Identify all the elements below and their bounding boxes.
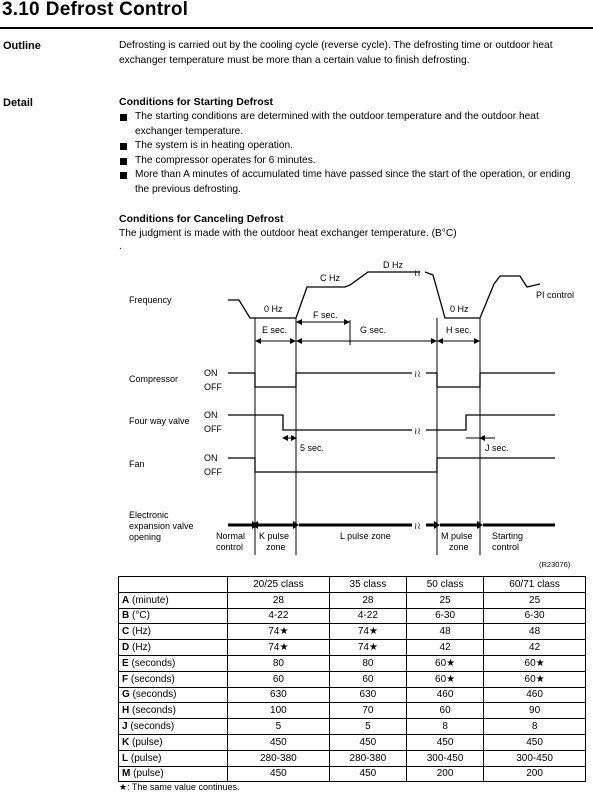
table-cell: 450 <box>228 766 330 782</box>
table-cell: 300-450 <box>484 750 586 766</box>
freq-label-d: D Hz <box>383 260 403 270</box>
bullet-icon <box>120 172 127 179</box>
table-header: 35 class <box>329 577 406 593</box>
table-cell: 450 <box>329 734 406 750</box>
stray-dot: . <box>119 241 122 252</box>
table-row <box>119 687 586 703</box>
list-item: The compressor operates for 6 minutes. <box>119 154 585 169</box>
table-cell: 630 <box>228 687 330 703</box>
row-label: C (Hz) <box>119 624 228 640</box>
table-row <box>119 750 586 766</box>
delay-label-j: J sec. <box>485 443 509 453</box>
table-cell: 48 <box>484 624 586 640</box>
table-row <box>119 766 586 782</box>
table-cell: 460 <box>406 687 483 703</box>
eev-label-3: opening <box>129 532 162 542</box>
table-cell: 60 <box>329 671 406 687</box>
row-label: J (seconds) <box>119 719 228 735</box>
table-cell: 280-380 <box>329 750 406 766</box>
time-label-f: F sec. <box>313 310 338 320</box>
table-cell: 80 <box>329 655 406 671</box>
delay-label-5sec: 5 sec. <box>300 443 325 453</box>
start-heading: Conditions for Starting Defrost <box>119 96 273 108</box>
table-row <box>119 640 586 656</box>
page-title <box>2 0 188 21</box>
start-conditions-list <box>119 110 585 197</box>
time-label-h: H sec. <box>446 325 472 335</box>
row-label: K (pulse) <box>119 734 228 750</box>
list-item: More than A minutes of accumulated time have passed since the start of the operation, or ending the previous defrosting. <box>119 168 585 197</box>
table-cell: 5 <box>329 719 406 735</box>
table-header: 60/71 class <box>484 577 586 593</box>
table-cell: 450 <box>228 734 330 750</box>
fourway-on-label: ON <box>204 410 218 420</box>
table-row <box>119 734 586 750</box>
table-header-row <box>119 577 586 593</box>
table-cell: 74★ <box>329 624 406 640</box>
table-cell: 74★ <box>329 640 406 656</box>
time-label-g: G sec. <box>360 325 387 335</box>
zone-start-2: control <box>492 542 520 552</box>
table-cell: 60★ <box>484 655 586 671</box>
compressor-off-label: OFF <box>204 382 222 392</box>
freq-label-zero-1: 0 Hz <box>264 304 283 314</box>
break-icon: ≀≀ <box>414 521 421 531</box>
fourway-off-label: OFF <box>204 424 222 434</box>
table-cell: 80 <box>228 655 330 671</box>
outline-text: Defrosting is carried out by the cooling cycle (reverse cycle). The defrosting time or outdoor heat exchanger temperature must be more than a certain value to finish defrosting. <box>119 40 553 66</box>
table-header: 50 class <box>406 577 483 593</box>
break-icon: ≀≀ <box>414 268 421 278</box>
cancel-heading: Conditions for Canceling Defrost <box>119 213 284 225</box>
row-label: E (seconds) <box>119 655 228 671</box>
table-cell: 4-22 <box>228 608 330 624</box>
table-cell: 70 <box>329 703 406 719</box>
table-cell: 450 <box>329 766 406 782</box>
table-cell: 6-30 <box>484 608 586 624</box>
table-cell: 60★ <box>484 671 586 687</box>
table-cell: 200 <box>406 766 483 782</box>
table-footnote: ★: The same value continues. <box>119 782 240 792</box>
zone-normal-2: control <box>216 542 244 552</box>
fan-label: Fan <box>129 459 145 469</box>
fan-off-label: OFF <box>204 467 222 477</box>
table-row <box>119 592 586 608</box>
table-cell: 6-30 <box>406 608 483 624</box>
table-cell: 74★ <box>228 624 330 640</box>
figure-code: (R23076) <box>539 560 571 569</box>
fan-on-label: ON <box>204 453 218 463</box>
detail-label: Detail <box>3 97 33 109</box>
table-cell: 450 <box>484 734 586 750</box>
table-row <box>119 608 586 624</box>
section-number: 3.10 <box>2 0 40 20</box>
four-way-label: Four way valve <box>129 416 190 426</box>
freq-label-pi: PI control <box>536 290 575 300</box>
frequency-label: Frequency <box>129 295 172 305</box>
table-header <box>119 577 228 593</box>
compressor-label: Compressor <box>129 374 179 384</box>
freq-label-c: C Hz <box>320 273 340 283</box>
table-cell: 450 <box>406 734 483 750</box>
zone-start-1: Starting <box>492 531 524 541</box>
table-cell: 60★ <box>406 655 483 671</box>
list-item: The starting conditions are determined with the outdoor temperature and the outdoor heat exchanger temperature. <box>119 110 585 139</box>
zone-l: L pulse zone <box>340 531 391 541</box>
table-cell: 5 <box>228 719 330 735</box>
outline-label: Outline <box>3 40 41 52</box>
table-cell: 60 <box>228 671 330 687</box>
table-cell: 630 <box>329 687 406 703</box>
bullet-icon <box>120 114 127 121</box>
row-label: A (minute) <box>119 592 228 608</box>
table-cell: 100 <box>228 703 330 719</box>
table-cell: 25 <box>484 592 586 608</box>
eev-label-1: Electronic <box>129 510 169 520</box>
table-row <box>119 624 586 640</box>
bullet-icon <box>120 143 127 150</box>
table-cell: 60★ <box>406 671 483 687</box>
table-cell: 460 <box>484 687 586 703</box>
break-icon: ≀≀ <box>414 369 421 379</box>
table-cell: 28 <box>228 592 330 608</box>
table-cell: 8 <box>484 719 586 735</box>
row-label: D (Hz) <box>119 640 228 656</box>
row-label: H (seconds) <box>119 703 228 719</box>
table-cell: 8 <box>406 719 483 735</box>
table-cell: 74★ <box>228 640 330 656</box>
break-icon: ≀≀ <box>414 426 421 436</box>
zone-m-1: M pulse <box>441 531 473 541</box>
eev-label-2: expansion valve <box>129 521 194 531</box>
time-label-e: E sec. <box>262 325 288 335</box>
bullet-icon <box>120 158 127 165</box>
row-label: F (seconds) <box>119 671 228 687</box>
table-cell: 28 <box>329 592 406 608</box>
table-row <box>119 655 586 671</box>
zone-k-1: K pulse <box>259 531 290 541</box>
table-row <box>119 719 586 735</box>
table-cell: 42 <box>406 640 483 656</box>
table-cell: 42 <box>484 640 586 656</box>
table-row <box>119 703 586 719</box>
row-label: G (seconds) <box>119 687 228 703</box>
freq-label-zero-2: 0 Hz <box>450 304 469 314</box>
table-cell: 90 <box>484 703 586 719</box>
table-cell: 280-380 <box>228 750 330 766</box>
table-cell: 4-22 <box>329 608 406 624</box>
table-cell: 25 <box>406 592 483 608</box>
title-rule <box>0 27 593 29</box>
table-row <box>119 671 586 687</box>
table-cell: 200 <box>484 766 586 782</box>
section-title: Defrost Control <box>45 0 189 20</box>
table-cell: 48 <box>406 624 483 640</box>
spec-table <box>118 576 586 782</box>
row-label: L (pulse) <box>119 750 228 766</box>
zone-m-2: zone <box>449 542 469 552</box>
table-cell: 300-450 <box>406 750 483 766</box>
list-item: The system is in heating operation. <box>119 139 585 154</box>
cancel-text: The judgment is made with the outdoor heat exchanger temperature. (B°C) <box>119 228 457 239</box>
row-label: M (pulse) <box>119 766 228 782</box>
timing-diagram <box>0 255 593 565</box>
zone-k-2: zone <box>266 542 286 552</box>
zone-normal-1: Normal <box>216 531 246 541</box>
table-cell: 60 <box>406 703 483 719</box>
row-label: B (°C) <box>119 608 228 624</box>
table-header: 20/25 class <box>228 577 330 593</box>
compressor-on-label: ON <box>204 368 218 378</box>
